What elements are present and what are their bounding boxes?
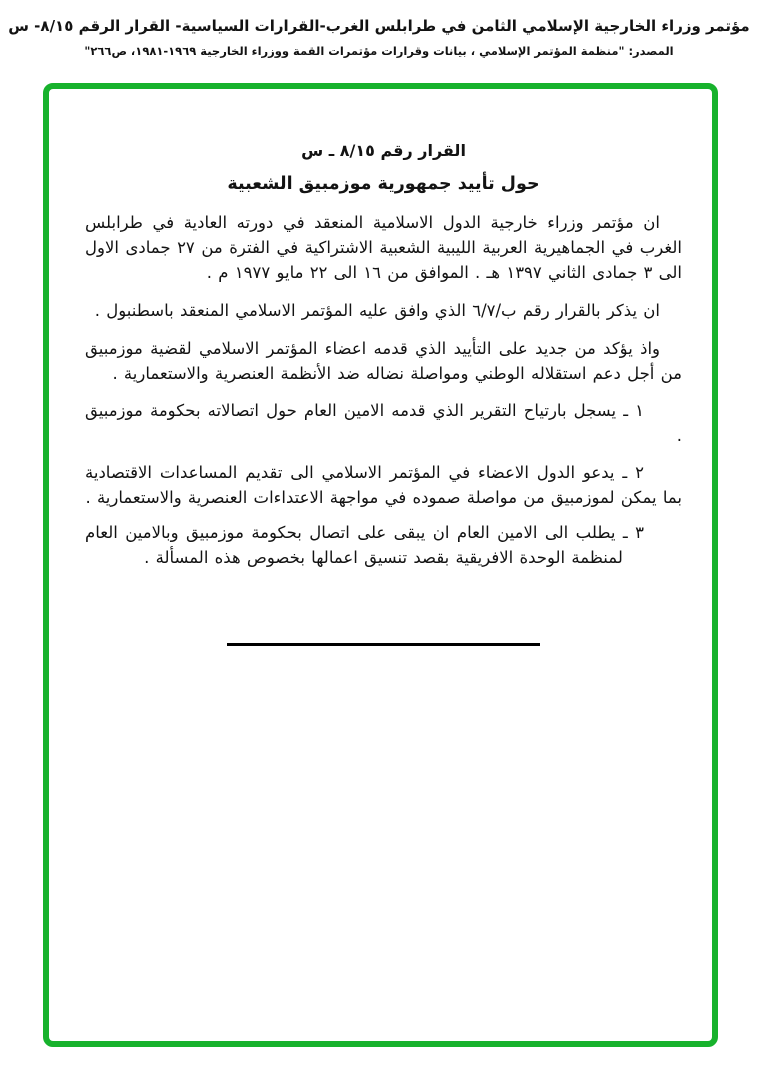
operative-item-2: ٢ ـ يدعو الدول الاعضاء في المؤتمر الاسلامي الى تقديم المساعدات الاقتصادية بما يمكن لموزمبيق من مواصلة صموده في مواجهة الاعتداءات العنصرية والاستعمارية . xyxy=(85,463,682,507)
source-line: المصدر: "منظمة المؤتمر الإسلامي ، بيانات وقرارات مؤتمرات القمة ووزراء الخارجية ١٩٦٩-١٩٨١، ص٢٦٦" xyxy=(84,44,674,58)
resolution-number-heading: القرار رقم ٨/١٥ ـ س xyxy=(301,141,466,160)
reaffirm-paragraph: واذ يؤكد من جديد على التأييد الذي قدمه اعضاء المؤتمر الاسلامي لقضية موزمبيق من أجل دعم استقلاله الوطني ومواصلة نضاله ضد الأنظمة العنصرية والاستعمارية . xyxy=(85,339,682,383)
preamble-paragraph: ان مؤتمر وزراء خارجية الدول الاسلامية المنعقد في دورته العادية في طرابلس الغرب في الجماهيرية العربية الليبية الشعبية الاشتراكية في الفترة من ٢٧ جمادى الاول الى ٣ جمادى الثاني ١٣٩٧ هـ . الموافق من ١٦ الى ٢٢ مايو ١٩٧٧ م . xyxy=(85,213,682,282)
closing-separator-line xyxy=(227,643,540,646)
recall-paragraph: ان يذكر بالقرار رقم ‭٦/٧/ب‬ الذي وافق عليه المؤتمر الاسلامي المنعقد باسطنبول . xyxy=(94,301,660,320)
citation-line: مؤتمر وزراء الخارجية الإسلامي الثامن في طرابلس الغرب-القرارات السياسية- القرار الرقم ٨/١٥- س xyxy=(8,17,750,35)
resolution-title-heading: حول تأييد جمهورية موزمبيق الشعبية xyxy=(227,174,540,194)
citation-header xyxy=(0,14,758,60)
document-frame xyxy=(43,83,718,1047)
document-content xyxy=(49,138,712,646)
operative-item-3: ٣ ـ يطلب الى الامين العام ان يبقى على اتصال بحكومة موزمبيق وبالامين العام لمنظمة الوحدة الافريقية بقصد تنسيق اعمالها بخصوص هذه المسألة . xyxy=(85,523,644,567)
operative-item-1: ١ ـ يسجل بارتياح التقرير الذي قدمه الامين العام حول اتصالاته بحكومة موزمبيق . xyxy=(85,401,682,445)
